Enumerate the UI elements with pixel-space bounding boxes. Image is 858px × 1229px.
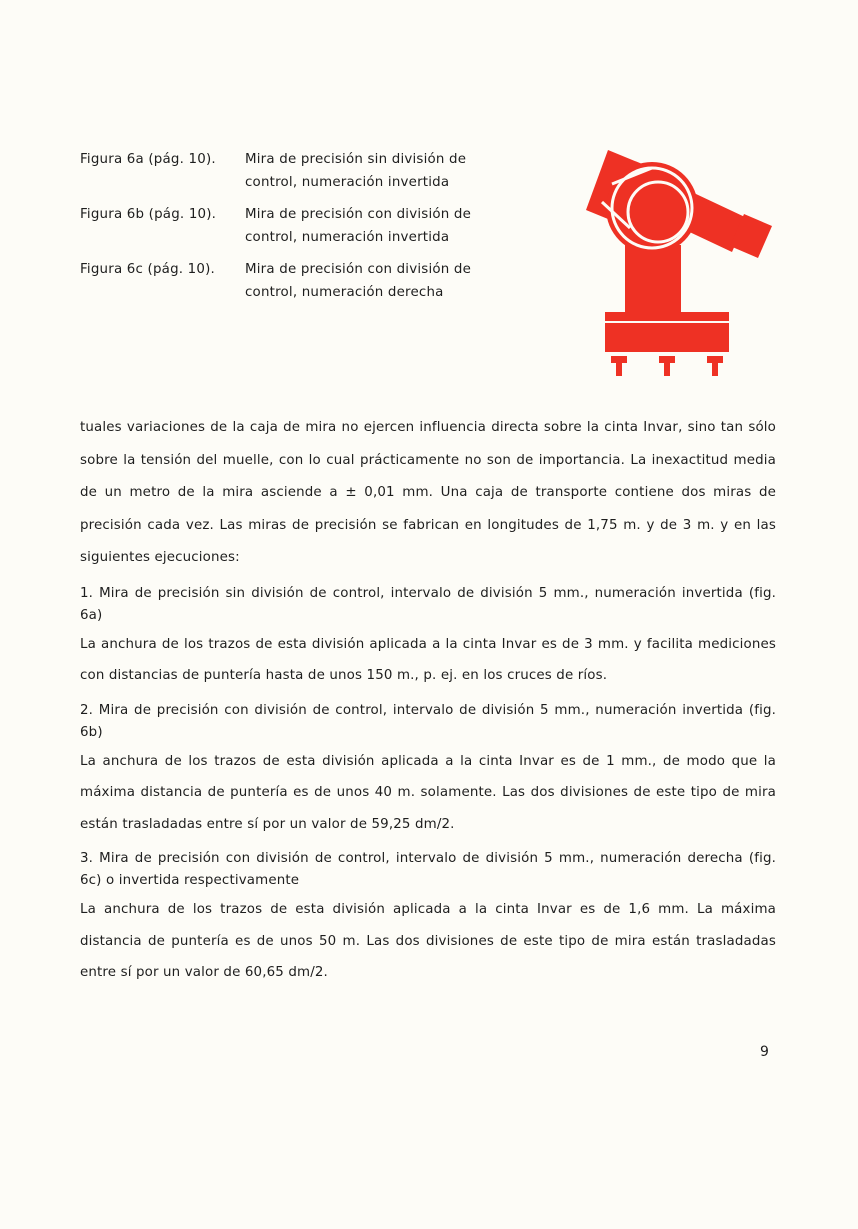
figure-reference: Figura 6a (pág. 10). [80,152,216,167]
figure-description: Mira de precisión con división de control, numeración derecha [245,262,472,300]
figure-captions [80,148,520,313]
figure-reference: Figura 6b (pág. 10). [80,207,217,222]
intro-paragraph: tuales variaciones de la caja de mira no ejercen influencia directa sobre la cinta Invar, sino tan sólo sobre la tensión del muelle, con lo cual prácticamente no son de importancia. La inexactitud media de un metro de la mira asciende a ± 0,01 mm. Una caja de transporte contiene dos miras de precisión cada vez. Las miras de precisión se fabrican en longitudes de 1,75 m. y de 3 m. y en las siguientes ejecuciones: [80,420,776,565]
item-paragraph: La anchura de los trazos de esta división aplicada a la cinta Invar es de 1 mm., de modo que la máxima distancia de puntería es de unos 40 m. solamente. Las dos divisiones de este tipo de mira están trasladadas entre sí por un valor de 59,25 dm/2. [80,753,776,832]
item-paragraph: La anchura de los trazos de esta división aplicada a la cinta Invar es de 3 mm. y facilita mediciones con distancias de puntería hasta de unos 150 m., p. ej. en los cruces de ríos. [80,636,776,683]
figure-caption-row [80,148,520,194]
item-heading: 1. Mira de precisión sin división de control, intervalo de división 5 mm., numeración invertida (fig. 6a) [80,585,776,623]
figure-caption-row [80,258,520,304]
level-instrument-icon [572,140,782,385]
figure-description: Mira de precisión con división de control, numeración invertida [245,207,472,245]
item-heading: 2. Mira de precisión con división de control, intervalo de división 5 mm., numeración invertida (fig. 6b) [80,702,776,740]
item-paragraph: La anchura de los trazos de esta división aplicada a la cinta Invar es de 1,6 mm. La máxima distancia de puntería es de unos 50 m. Las dos divisiones de este tipo de mira están trasladadas entre sí por un valor de 60,65 dm/2. [80,902,776,980]
page-number: 9 [760,1044,769,1060]
figure-reference: Figura 6c (pág. 10). [80,262,216,277]
body-text [80,412,776,995]
figure-description: Mira de precisión sin división de control, numeración invertida [245,152,467,190]
figure-caption-row [80,203,520,249]
item-heading: 3. Mira de precisión con división de control, intervalo de división 5 mm., numeración derecha (fig. 6c) o invertida respectivamente [80,851,776,888]
